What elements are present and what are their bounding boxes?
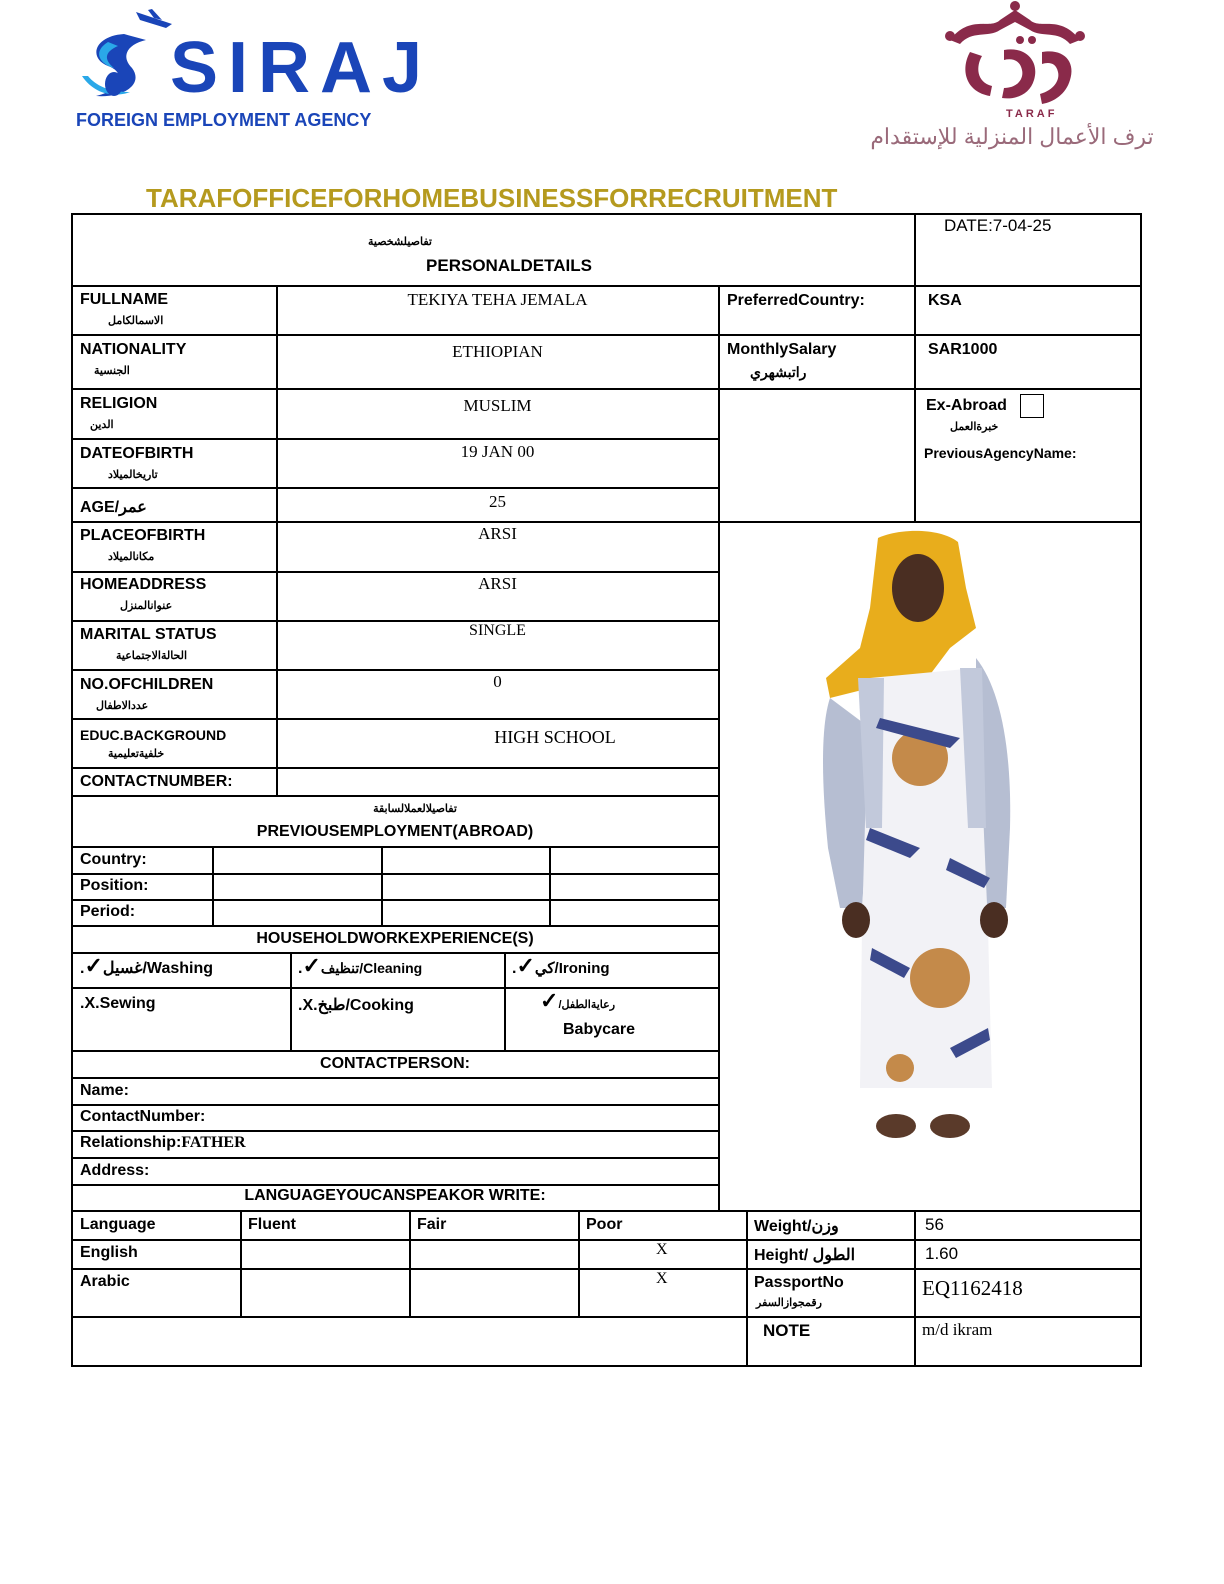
height-label: Height/ الطول	[754, 1247, 856, 1264]
relationship-value: FATHER	[181, 1134, 246, 1151]
marital-status-label: MARITAL STATUS	[80, 626, 217, 643]
relationship-label: Relationship:	[80, 1134, 182, 1151]
language-header-poor: Poor	[586, 1216, 623, 1233]
monthly-salary-arabic: راتبشهري	[750, 364, 807, 380]
language-arabic-label: Arabic	[80, 1273, 130, 1290]
note-value: m/d ikram	[922, 1320, 993, 1339]
language-header-fluent: Fluent	[248, 1216, 296, 1233]
religion-label: RELIGION	[80, 395, 158, 412]
religion-arabic: الدين	[90, 419, 114, 431]
cooking-label: .X.طبخ/Cooking	[298, 997, 414, 1014]
siraj-emblem-icon	[74, 6, 184, 106]
fullname-label: FULLNAME	[80, 291, 168, 308]
education-label: EDUC.BACKGROUND	[80, 727, 227, 743]
ironing-cell: .✓كي/Ironing	[512, 953, 610, 978]
prev-employment-period-label: Period:	[80, 903, 136, 920]
taraf-arabic-name: ترف الأعمال المنزلية للإستقدام	[870, 124, 1154, 149]
children-arabic: عددالاطفال	[96, 700, 149, 712]
contact-person-number-label: ContactNumber:	[80, 1108, 206, 1125]
washing-check-icon: ✓	[84, 953, 103, 978]
prev-employment-arabic: تفاصيلالعملالسابقة	[373, 803, 457, 815]
home-address-value: ARSI	[478, 574, 517, 593]
education-value: HIGH SCHOOL	[494, 727, 616, 747]
washing-cell: .✓غسيل/Washing	[80, 953, 213, 978]
siraj-logo	[74, 2, 433, 132]
household-title: HOUSEHOLDWORKEXPERIENCE(S)	[256, 930, 534, 947]
place-of-birth-arabic: مكانالميلاد	[108, 551, 155, 563]
siraj-tagline: FOREIGN EMPLOYMENT AGENCY	[76, 110, 372, 130]
monthly-salary-label: MonthlySalary	[727, 341, 837, 358]
dob-label: DATEOFBIRTH	[80, 445, 194, 462]
washing-label: غسيل/Washing	[102, 960, 213, 977]
prev-employment-country-label: Country:	[80, 851, 147, 868]
language-english-label: English	[80, 1244, 138, 1261]
siraj-name: SIRAJ	[170, 28, 433, 108]
contact-person-name-label: Name:	[80, 1082, 129, 1099]
language-header-fair: Fair	[417, 1216, 447, 1233]
ex-abroad-arabic: خبرةالعمل	[950, 421, 999, 433]
place-of-birth-label: PLACEOFBIRTH	[80, 527, 206, 544]
language-header-language: Language	[80, 1216, 156, 1233]
dob-arabic: تاريخالميلاد	[108, 469, 158, 481]
ex-abroad-checkbox[interactable]	[1020, 394, 1044, 418]
babycare-arabic: رعايةالطفل/	[558, 999, 616, 1011]
cleaning-label: تنظيف/Cleaning	[320, 960, 423, 976]
home-address-arabic: عنوانالمنزل	[120, 600, 173, 612]
note-label: NOTE	[763, 1321, 811, 1340]
passport-arabic: رقمجوازالسفر	[756, 1297, 822, 1309]
nationality-arabic: الجنسية	[94, 365, 130, 377]
children-label: NO.OFCHILDREN	[80, 676, 214, 693]
cleaning-cell: .✓تنظيف/Cleaning	[298, 953, 423, 978]
preferred-country-value: KSA	[928, 292, 962, 309]
dob-value: 19 JAN 00	[460, 442, 535, 461]
babycare-check-icon: ✓	[540, 988, 559, 1013]
religion-value: MUSLIM	[463, 396, 532, 415]
passport-value: EQ1162418	[922, 1276, 1023, 1300]
age-value: 25	[489, 492, 506, 511]
taraf-crown-icon	[930, 0, 1100, 125]
prev-employment-position-label: Position:	[80, 877, 149, 894]
marital-status-arabic: الحالةالاجتماعية	[116, 650, 188, 662]
monthly-salary-value: SAR1000	[928, 341, 998, 358]
form-date: DATE:7-04-25	[944, 216, 1052, 235]
fullname-value: TEKIYA TEHA JEMALA	[407, 290, 588, 309]
passport-label: PassportNo	[754, 1274, 844, 1291]
personal-details-title: PERSONALDETAILS	[426, 256, 592, 275]
language-arabic-poor-mark: X	[656, 1270, 668, 1287]
ironing-check-icon: ✓	[516, 953, 535, 978]
nationality-value: ETHIOPIAN	[452, 342, 543, 361]
weight-value: 56	[925, 1215, 944, 1234]
sewing-label: .X.Sewing	[80, 995, 156, 1012]
contact-number-label: CONTACTNUMBER:	[80, 773, 233, 790]
marital-status-value: SINGLE	[469, 622, 526, 639]
prev-employment-title: PREVIOUSEMPLOYMENT(ABROAD)	[256, 823, 534, 840]
nationality-label: NATIONALITY	[80, 341, 187, 358]
age-label: AGE/عمر	[80, 499, 147, 516]
children-value: 0	[493, 672, 502, 691]
weight-label: Weight/وزن	[754, 1218, 839, 1235]
candidate-photo	[800, 528, 1040, 1148]
contact-person-title: CONTACTPERSON:	[320, 1055, 470, 1072]
babycare-cell	[540, 990, 615, 1013]
ironing-label: كي/Ironing	[534, 960, 610, 977]
fullname-arabic: الاسمالكامل	[108, 315, 164, 327]
babycare-label: Babycare	[563, 1021, 636, 1038]
relationship-cell	[80, 1134, 246, 1152]
height-value: 1.60	[925, 1244, 959, 1263]
taraf-logo	[830, 0, 1200, 160]
education-arabic: خلفيةتعليمية	[108, 748, 165, 760]
preferred-country-label: PreferredCountry:	[727, 292, 865, 309]
language-title: LANGUAGEYOUCANSPEAKOR WRITE:	[244, 1187, 546, 1204]
language-english-poor-mark: X	[656, 1241, 668, 1258]
place-of-birth-value: ARSI	[478, 524, 517, 543]
office-title: TARAFOFFICEFORHOMEBUSINESSFORRECRUITMENT	[146, 183, 838, 213]
cleaning-check-icon: ✓	[302, 953, 321, 978]
taraf-logo-text: TARAF	[1006, 108, 1058, 120]
personal-details-arabic: تفاصيلشخصية	[368, 236, 432, 248]
home-address-label: HOMEADDRESS	[80, 576, 207, 593]
ex-abroad-label: Ex-Abroad	[926, 397, 1007, 414]
contact-person-address-label: Address:	[80, 1162, 150, 1179]
previous-agency-label: PreviousAgencyName:	[924, 445, 1077, 461]
